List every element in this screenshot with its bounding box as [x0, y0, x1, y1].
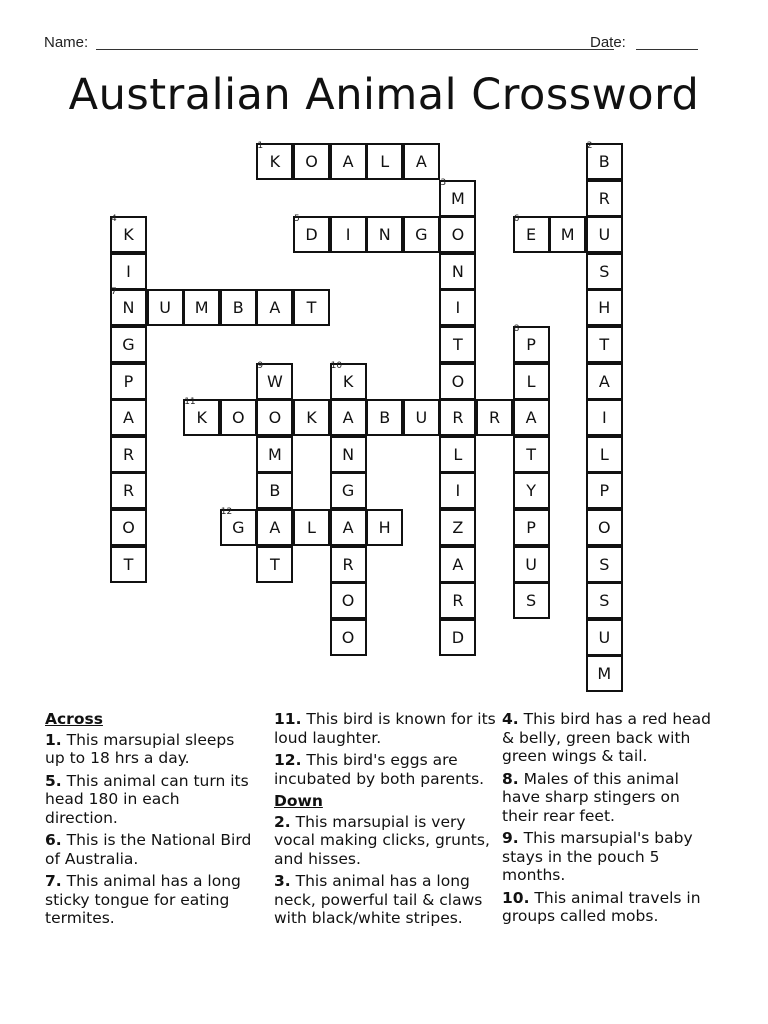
cell-letter: P — [526, 518, 536, 537]
clue-number: 10 — [330, 360, 343, 371]
crossword-cell[interactable] — [403, 399, 440, 436]
cell-letter: S — [599, 591, 610, 611]
crossword-cell[interactable] — [439, 619, 476, 656]
crossword-cell[interactable] — [586, 655, 623, 692]
crossword-cell[interactable] — [513, 582, 550, 619]
cell-letter: G — [415, 225, 428, 245]
cell-letter: R — [452, 591, 464, 611]
crossword-cell[interactable] — [439, 436, 476, 473]
cell-letter: O — [451, 225, 465, 245]
clue-across-6: 6. This is the National Bird of Australia. — [45, 831, 252, 868]
cell-letter: O — [451, 371, 465, 391]
crossword-cell[interactable] — [110, 363, 147, 400]
crossword-cell[interactable] — [183, 289, 220, 326]
crossword-cell[interactable] — [330, 509, 367, 546]
cell-letter: U — [525, 554, 537, 574]
crossword-cell[interactable] — [220, 399, 257, 436]
clues-column-2 — [274, 710, 496, 932]
crossword-cell[interactable] — [183, 399, 220, 436]
cell-letter: L — [453, 444, 463, 464]
crossword-cell[interactable] — [586, 546, 623, 583]
crossword-cell[interactable] — [439, 472, 476, 509]
clue-number: 4 — [111, 214, 117, 225]
crossword-cell[interactable] — [513, 326, 550, 363]
cell-letter: I — [455, 481, 461, 501]
crossword-cell[interactable] — [586, 399, 623, 436]
cell-letter: S — [599, 261, 610, 281]
cell-letter: H — [378, 518, 391, 537]
clues-column-1 — [45, 710, 255, 932]
cell-letter: N — [451, 261, 464, 281]
cell-letter: U — [415, 408, 428, 428]
clue-down-2: 2. This marsupial is very vocal making clicks, grunts, and hisses. — [274, 812, 490, 868]
crossword-cell[interactable] — [110, 546, 147, 583]
cell-letter: D — [451, 627, 465, 647]
cell-letter: O — [122, 518, 135, 537]
crossword-cell[interactable] — [586, 472, 623, 509]
clues-column-3 — [502, 710, 717, 930]
crossword-cell[interactable] — [256, 289, 293, 326]
cell-letter: M — [597, 664, 612, 684]
clue-down-9: 9. This marsupial's baby stays in the pouch 5 months. — [502, 829, 693, 884]
clue-across-5: 5. This animal can turn its head 180 in each direction. — [45, 771, 249, 827]
crossword-cell[interactable] — [256, 546, 293, 583]
cell-letter: D — [305, 225, 318, 245]
clue-number: 1 — [257, 141, 264, 151]
cell-letter: N — [378, 225, 391, 245]
cell-letter: A — [123, 408, 134, 428]
crossword-cell[interactable] — [439, 216, 476, 253]
cell-letter: N — [342, 444, 355, 464]
cell-letter: M — [450, 188, 465, 208]
cell-letter: R — [122, 444, 135, 464]
cell-letter: T — [270, 554, 280, 574]
crossword-cell[interactable] — [513, 399, 550, 436]
clue-number: 6 — [513, 214, 520, 225]
cell-letter: U — [598, 225, 611, 245]
crossword-cell[interactable] — [366, 143, 403, 180]
crossword-cell[interactable] — [439, 363, 476, 400]
crossword-cell[interactable] — [330, 216, 367, 253]
cell-letter: P — [123, 371, 134, 391]
crossword-cell[interactable] — [366, 399, 403, 436]
cell-letter: A — [269, 518, 281, 537]
crossword-cell[interactable] — [403, 216, 440, 253]
cell-letter: M — [560, 225, 575, 245]
crossword-cell[interactable] — [220, 509, 257, 546]
name-label: Name: — [44, 34, 89, 51]
cell-letter: A — [342, 152, 354, 171]
cell-letter: T — [526, 444, 536, 464]
cell-letter: B — [379, 408, 391, 428]
crossword-cell[interactable] — [256, 399, 293, 436]
crossword-cell[interactable] — [110, 289, 147, 326]
cell-letter: L — [307, 518, 316, 537]
cell-letter: O — [268, 408, 282, 428]
crossword-cell[interactable] — [330, 399, 367, 436]
clue-across-1: 1. This marsupial sleeps up to 18 hrs a day. — [45, 730, 235, 767]
cell-letter: G — [232, 518, 245, 537]
crossword-cell[interactable] — [403, 143, 440, 180]
clue-down-4: 4. This bird has a red head & belly, green back with green wings & tail. — [502, 710, 712, 765]
date-label: Date: — [590, 34, 626, 51]
crossword-cell[interactable] — [586, 363, 623, 400]
cell-letter: K — [269, 152, 281, 171]
crossword-cell[interactable] — [586, 180, 623, 217]
cell-letter: T — [599, 335, 610, 354]
cell-letter: G — [341, 481, 355, 501]
clue-number: 7 — [111, 287, 117, 298]
cell-letter: Z — [452, 518, 464, 537]
crossword-cell[interactable] — [439, 177, 476, 217]
cell-letter: R — [452, 408, 464, 428]
clue-number: 3 — [440, 177, 447, 188]
crossword-cell[interactable] — [220, 289, 257, 326]
cell-letter: A — [415, 152, 427, 171]
cell-letter: A — [525, 408, 537, 428]
clue-number: 2 — [586, 141, 593, 151]
crossword-cell[interactable] — [439, 289, 476, 326]
crossword-cell[interactable] — [439, 546, 476, 583]
crossword-cell[interactable] — [293, 509, 330, 546]
cell-letter: O — [341, 591, 355, 611]
crossword-cell[interactable] — [586, 436, 623, 473]
clue-number: 11 — [184, 397, 196, 408]
crossword-cell[interactable] — [586, 619, 623, 656]
crossword-cell[interactable] — [586, 509, 623, 546]
clue-across-12: 12. This bird's eggs are incubated by both parents. — [274, 751, 485, 788]
crossword-cell[interactable] — [110, 436, 147, 473]
cell-letter: K — [306, 408, 317, 428]
crossword-cell[interactable] — [513, 363, 550, 400]
clue-across-7: 7. This animal has a long sticky tongue for eating termites. — [45, 872, 241, 927]
crossword-cell[interactable] — [330, 619, 367, 656]
cell-letter: P — [526, 335, 536, 354]
cell-letter: T — [123, 554, 134, 574]
cell-letter: O — [341, 627, 355, 647]
crossword-cell[interactable] — [439, 253, 476, 290]
cell-letter: I — [126, 261, 131, 281]
cell-letter: A — [598, 371, 610, 391]
cell-letter: O — [598, 518, 611, 537]
crossword-cell[interactable] — [110, 472, 147, 509]
crossword-cell[interactable] — [549, 216, 586, 253]
cell-letter: S — [526, 591, 537, 611]
crossword-cell[interactable] — [366, 216, 403, 253]
cell-letter: K — [196, 408, 207, 428]
page-title: Australian Animal Crossword — [68, 70, 700, 120]
crossword-cell[interactable] — [110, 216, 147, 253]
cell-letter: Y — [526, 481, 536, 501]
clue-across-11: 11. This bird is known for its loud laughter. — [274, 710, 496, 747]
crossword-cell[interactable] — [330, 582, 367, 619]
crossword-cell[interactable] — [256, 509, 293, 546]
cell-letter: B — [232, 298, 244, 318]
cell-letter: B — [598, 152, 610, 171]
crossword-cell[interactable] — [513, 546, 550, 583]
cell-letter: R — [598, 188, 610, 208]
crossword-cell[interactable] — [256, 143, 293, 180]
cell-letter: K — [123, 225, 134, 245]
crossword-cell[interactable] — [586, 289, 623, 326]
clue-number: 12 — [220, 507, 233, 517]
crossword-cell[interactable] — [293, 289, 330, 326]
crossword-cell[interactable] — [256, 360, 293, 400]
crossword-cell[interactable] — [586, 582, 623, 619]
clue-down-8: 8. Males of this animal have sharp stingers on their rear feet. — [502, 769, 680, 825]
cell-letter: L — [526, 371, 536, 391]
crossword-cell[interactable] — [330, 472, 367, 509]
crossword-cell[interactable] — [439, 509, 476, 546]
clue-down-10: 10. This animal travels in groups called mobs. — [502, 888, 701, 925]
cell-letter: R — [122, 481, 135, 501]
cell-letter: R — [342, 554, 354, 574]
crossword-cell[interactable] — [110, 509, 147, 546]
cell-letter: L — [599, 444, 609, 464]
name-field[interactable] — [96, 49, 614, 50]
cell-letter: I — [601, 408, 607, 428]
crossword-cell[interactable] — [293, 216, 330, 253]
crossword-cell[interactable] — [147, 289, 184, 326]
cell-letter: U — [598, 627, 611, 647]
cell-letter: A — [269, 298, 281, 318]
crossword-cell[interactable] — [513, 216, 550, 253]
cell-letter: N — [122, 298, 135, 318]
cell-letter: P — [599, 481, 610, 501]
cell-letter: H — [598, 298, 611, 318]
crossword-cell[interactable] — [586, 143, 623, 180]
cell-letter: U — [159, 298, 171, 318]
crossword-cell[interactable] — [293, 399, 330, 436]
crossword-cell[interactable] — [256, 436, 293, 473]
cell-letter: W — [266, 371, 283, 391]
cell-letter: T — [453, 335, 463, 354]
cell-letter: K — [342, 371, 354, 391]
cell-letter: R — [488, 408, 501, 428]
crossword-cell[interactable] — [366, 509, 403, 546]
crossword-cell[interactable] — [513, 472, 550, 509]
cell-letter: M — [267, 444, 282, 464]
crossword-cell[interactable] — [439, 582, 476, 619]
crossword-cell[interactable] — [293, 143, 330, 180]
cell-letter: A — [452, 554, 464, 574]
clue-number: 5 — [294, 214, 300, 225]
crossword-cell[interactable] — [110, 253, 147, 290]
clue-down-3: 3. This animal has a long neck, powerful tail & claws with black/white stripes. — [274, 872, 483, 927]
crossword-cell[interactable] — [586, 216, 623, 253]
crossword-cell[interactable] — [586, 326, 623, 363]
crossword-cell[interactable] — [256, 472, 293, 509]
down-heading: Down — [274, 792, 323, 810]
cell-letter: O — [305, 152, 318, 171]
crossword-cell[interactable] — [513, 509, 550, 546]
cell-letter: A — [342, 408, 354, 428]
cell-letter: T — [306, 298, 317, 318]
cell-letter: M — [194, 298, 209, 318]
clue-number: 8 — [513, 324, 520, 334]
crossword-cell[interactable] — [513, 436, 550, 473]
clue-number: 9 — [257, 360, 264, 371]
crossword-cell[interactable] — [476, 399, 513, 436]
crossword-cell[interactable] — [330, 143, 367, 180]
crossword-cell[interactable] — [439, 326, 476, 363]
cell-letter: G — [122, 335, 135, 354]
cell-letter: A — [342, 518, 354, 537]
date-field[interactable] — [636, 49, 698, 50]
crossword-cell[interactable] — [110, 326, 147, 363]
crossword-cell[interactable] — [330, 546, 367, 583]
cell-letter: S — [599, 554, 610, 574]
crossword-cell[interactable] — [330, 360, 367, 400]
crossword-cell[interactable] — [586, 253, 623, 290]
crossword-cell[interactable] — [439, 399, 476, 436]
cell-letter: I — [345, 225, 351, 245]
cell-letter: I — [455, 298, 461, 318]
crossword-cell[interactable] — [330, 436, 367, 473]
cell-letter: E — [526, 225, 537, 245]
crossword-cell[interactable] — [110, 399, 147, 436]
cell-letter: B — [269, 481, 281, 501]
cell-letter: L — [380, 152, 390, 171]
across-heading: Across — [45, 710, 103, 728]
cell-letter: O — [232, 408, 245, 428]
